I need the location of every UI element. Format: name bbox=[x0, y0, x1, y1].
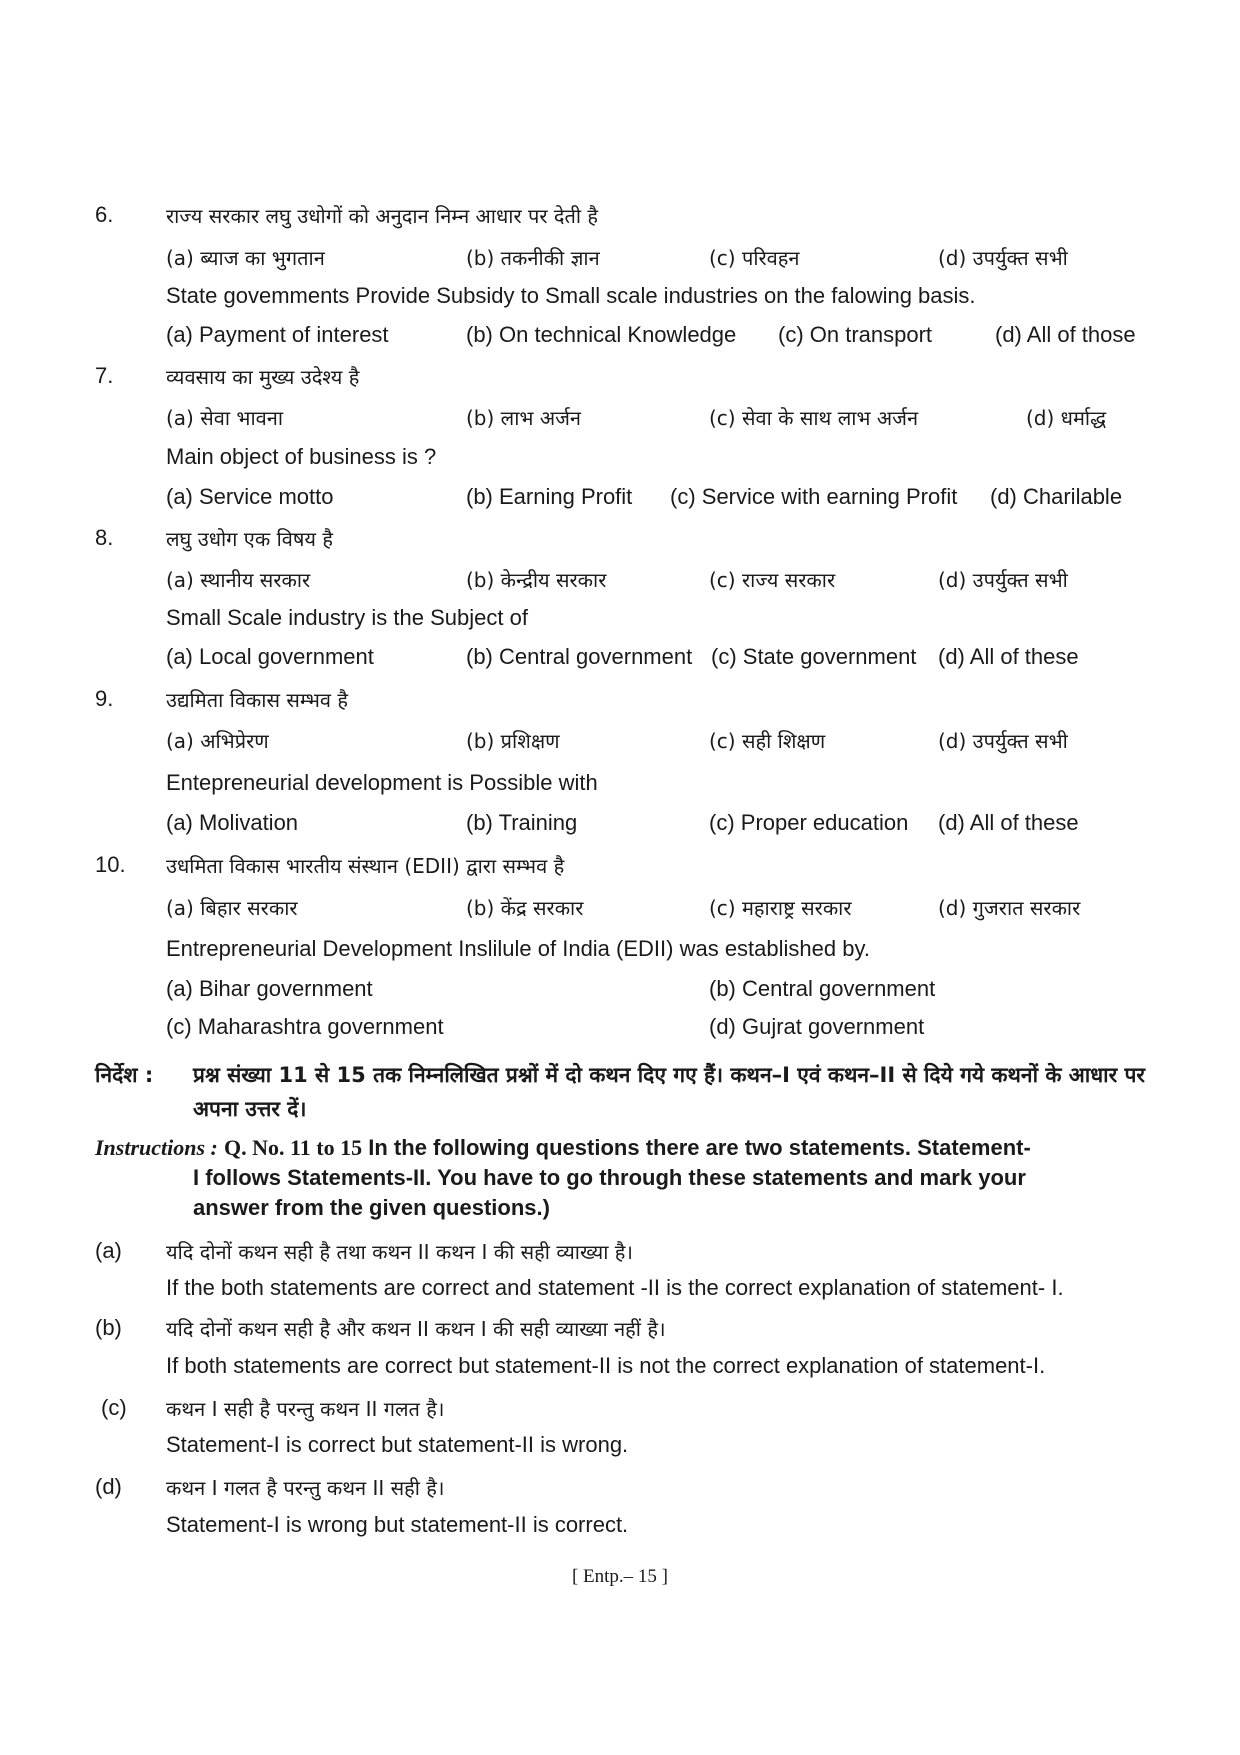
option-hindi: (a) अभिप्रेरण bbox=[166, 729, 269, 753]
question-text-english: Entrepreneurial Development Inslilule of India (EDII) was established by. bbox=[166, 936, 870, 961]
option-english: (c) State government bbox=[711, 644, 917, 669]
choice-key: (d) bbox=[95, 1474, 122, 1499]
option-english: (b) Earning Profit bbox=[466, 484, 633, 509]
option-hindi: (a) स्थानीय सरकार bbox=[166, 568, 311, 592]
option-english: (a) Local government bbox=[166, 644, 374, 669]
option-hindi: (a) बिहार सरकार bbox=[166, 896, 298, 920]
choice-text-english: If both statements are correct but statement-II is not the correct explanation of statement-I. bbox=[166, 1353, 1046, 1378]
option-hindi: (d) गुजरात सरकार bbox=[938, 896, 1081, 920]
option-hindi: (c) महाराष्ट्र सरकार bbox=[709, 896, 852, 920]
option-hindi: (c) राज्य सरकार bbox=[709, 568, 836, 592]
directive-hindi bbox=[95, 1058, 1146, 1121]
option-hindi: (d) उपर्युक्त सभी bbox=[938, 246, 1068, 270]
option-english: (b) Central government bbox=[709, 976, 936, 1001]
option-hindi: (b) केंद्र सरकार bbox=[466, 896, 584, 920]
instructions-line-3: answer from the given questions.) bbox=[193, 1195, 550, 1220]
option-english: (d) All of these bbox=[938, 644, 1079, 669]
question-text-english: Main object of business is ? bbox=[166, 444, 437, 469]
option-hindi: (b) प्रशिक्षण bbox=[466, 729, 560, 753]
choice-key: (b) bbox=[95, 1315, 122, 1340]
option-english: (c) Proper education bbox=[709, 810, 909, 835]
directive-label: निर्देश : bbox=[95, 1063, 154, 1087]
option-hindi: (c) परिवहन bbox=[709, 246, 800, 270]
option-hindi: (d) धर्माद्ध bbox=[1026, 406, 1107, 430]
option-hindi: (c) सेवा के साथ लाभ अर्जन bbox=[709, 406, 919, 430]
option-english: (a) Payment of interest bbox=[166, 322, 389, 347]
option-english: (b) On technical Knowledge bbox=[466, 322, 737, 347]
option-english: (a) Molivation bbox=[166, 810, 299, 835]
question-text-hindi: उधमिता विकास भारतीय संस्थान (EDII) द्वारा सम्भव है bbox=[166, 854, 565, 878]
option-hindi: (d) उपर्युक्त सभी bbox=[938, 729, 1068, 753]
instructions-line-2: I follows Statements-II. You have to go through these statements and mark your bbox=[193, 1165, 1026, 1190]
question-number: 9. bbox=[95, 686, 114, 711]
choice-text-english: Statement-I is wrong but statement-II is correct. bbox=[166, 1512, 629, 1537]
option-hindi: (b) लाभ अर्जन bbox=[466, 406, 582, 430]
option-hindi: (a) सेवा भावना bbox=[166, 406, 284, 430]
option-english: (c) On transport bbox=[778, 322, 933, 347]
instructions-label: Instructions : bbox=[95, 1135, 218, 1160]
choice-text-english: Statement-I is correct but statement-II is wrong. bbox=[166, 1432, 629, 1457]
option-english: (d) All of those bbox=[995, 322, 1136, 347]
option-hindi: (d) उपर्युक्त सभी bbox=[938, 568, 1068, 592]
choice-text-hindi: यदि दोनों कथन सही है और कथन II कथन I की सही व्याख्या नहीं है। bbox=[166, 1317, 666, 1341]
page-footer: [ Entp.– 15 ] bbox=[571, 1566, 669, 1587]
option-hindi: (a) ब्याज का भुगतान bbox=[166, 246, 325, 270]
directive-text: प्रश्न संख्या 11 से 15 तक निम्नलिखित प्रश्नों में दो कथन दिए गए हैं। कथन–I एवं कथन–II से दिये गये कथनों के आधार पर अपना उत्तर दें। bbox=[193, 1063, 1146, 1121]
choice-text-hindi: यदि दोनों कथन सही है तथा कथन II कथन I की सही व्याख्या है। bbox=[166, 1240, 634, 1264]
instructions-qno: Q. No. 11 to 15 bbox=[224, 1135, 363, 1160]
choice-key: (c) bbox=[101, 1395, 127, 1420]
instructions-english bbox=[95, 1133, 1145, 1220]
question-number: 10. bbox=[95, 852, 126, 877]
choice-text-hindi: कथन I गलत है परन्तु कथन II सही है। bbox=[166, 1476, 445, 1500]
option-english: (c) Maharashtra government bbox=[166, 1014, 444, 1039]
option-english: (a) Bihar government bbox=[166, 976, 373, 1001]
choice-key: (a) bbox=[95, 1238, 122, 1263]
question-text-hindi: व्यवसाय का मुख्य उदेश्य है bbox=[166, 365, 360, 389]
question-text-english: Small Scale industry is the Subject of bbox=[166, 605, 528, 630]
question-number: 7. bbox=[95, 363, 114, 388]
instructions-line-1: In the following questions there are two statements. Statement- bbox=[368, 1135, 1031, 1160]
question-text-hindi: उद्यमिता विकास सम्भव है bbox=[166, 688, 349, 712]
question-text-english: State govemments Provide Subsidy to Small scale industries on the falowing basis. bbox=[166, 283, 976, 308]
option-hindi: (b) तकनीकी ज्ञान bbox=[466, 246, 600, 270]
option-hindi: (c) सही शिक्षण bbox=[709, 729, 826, 753]
choice-text-hindi: कथन I सही है परन्तु कथन II गलत है। bbox=[166, 1397, 445, 1421]
question-text-english: Entepreneurial development is Possible with bbox=[166, 770, 598, 795]
option-english: (b) Central government bbox=[466, 644, 693, 669]
option-english: (c) Service with earning Profit bbox=[670, 484, 958, 509]
option-english: (a) Service motto bbox=[166, 484, 334, 509]
question-text-hindi: राज्य सरकार लघु उधोगों को अनुदान निम्न आधार पर देती है bbox=[166, 204, 599, 228]
option-english: (d) Charilable bbox=[990, 484, 1123, 509]
option-english: (d) All of these bbox=[938, 810, 1079, 835]
question-text-hindi: लघु उधोग एक विषय है bbox=[166, 527, 334, 551]
option-hindi: (b) केन्द्रीय सरकार bbox=[466, 568, 607, 592]
choice-text-english: If the both statements are correct and statement -II is the correct explanation of statement- I. bbox=[166, 1275, 1064, 1300]
question-number: 6. bbox=[95, 202, 114, 227]
question-number: 8. bbox=[95, 525, 114, 550]
option-english: (b) Training bbox=[466, 810, 578, 835]
option-english: (d) Gujrat government bbox=[709, 1014, 925, 1039]
